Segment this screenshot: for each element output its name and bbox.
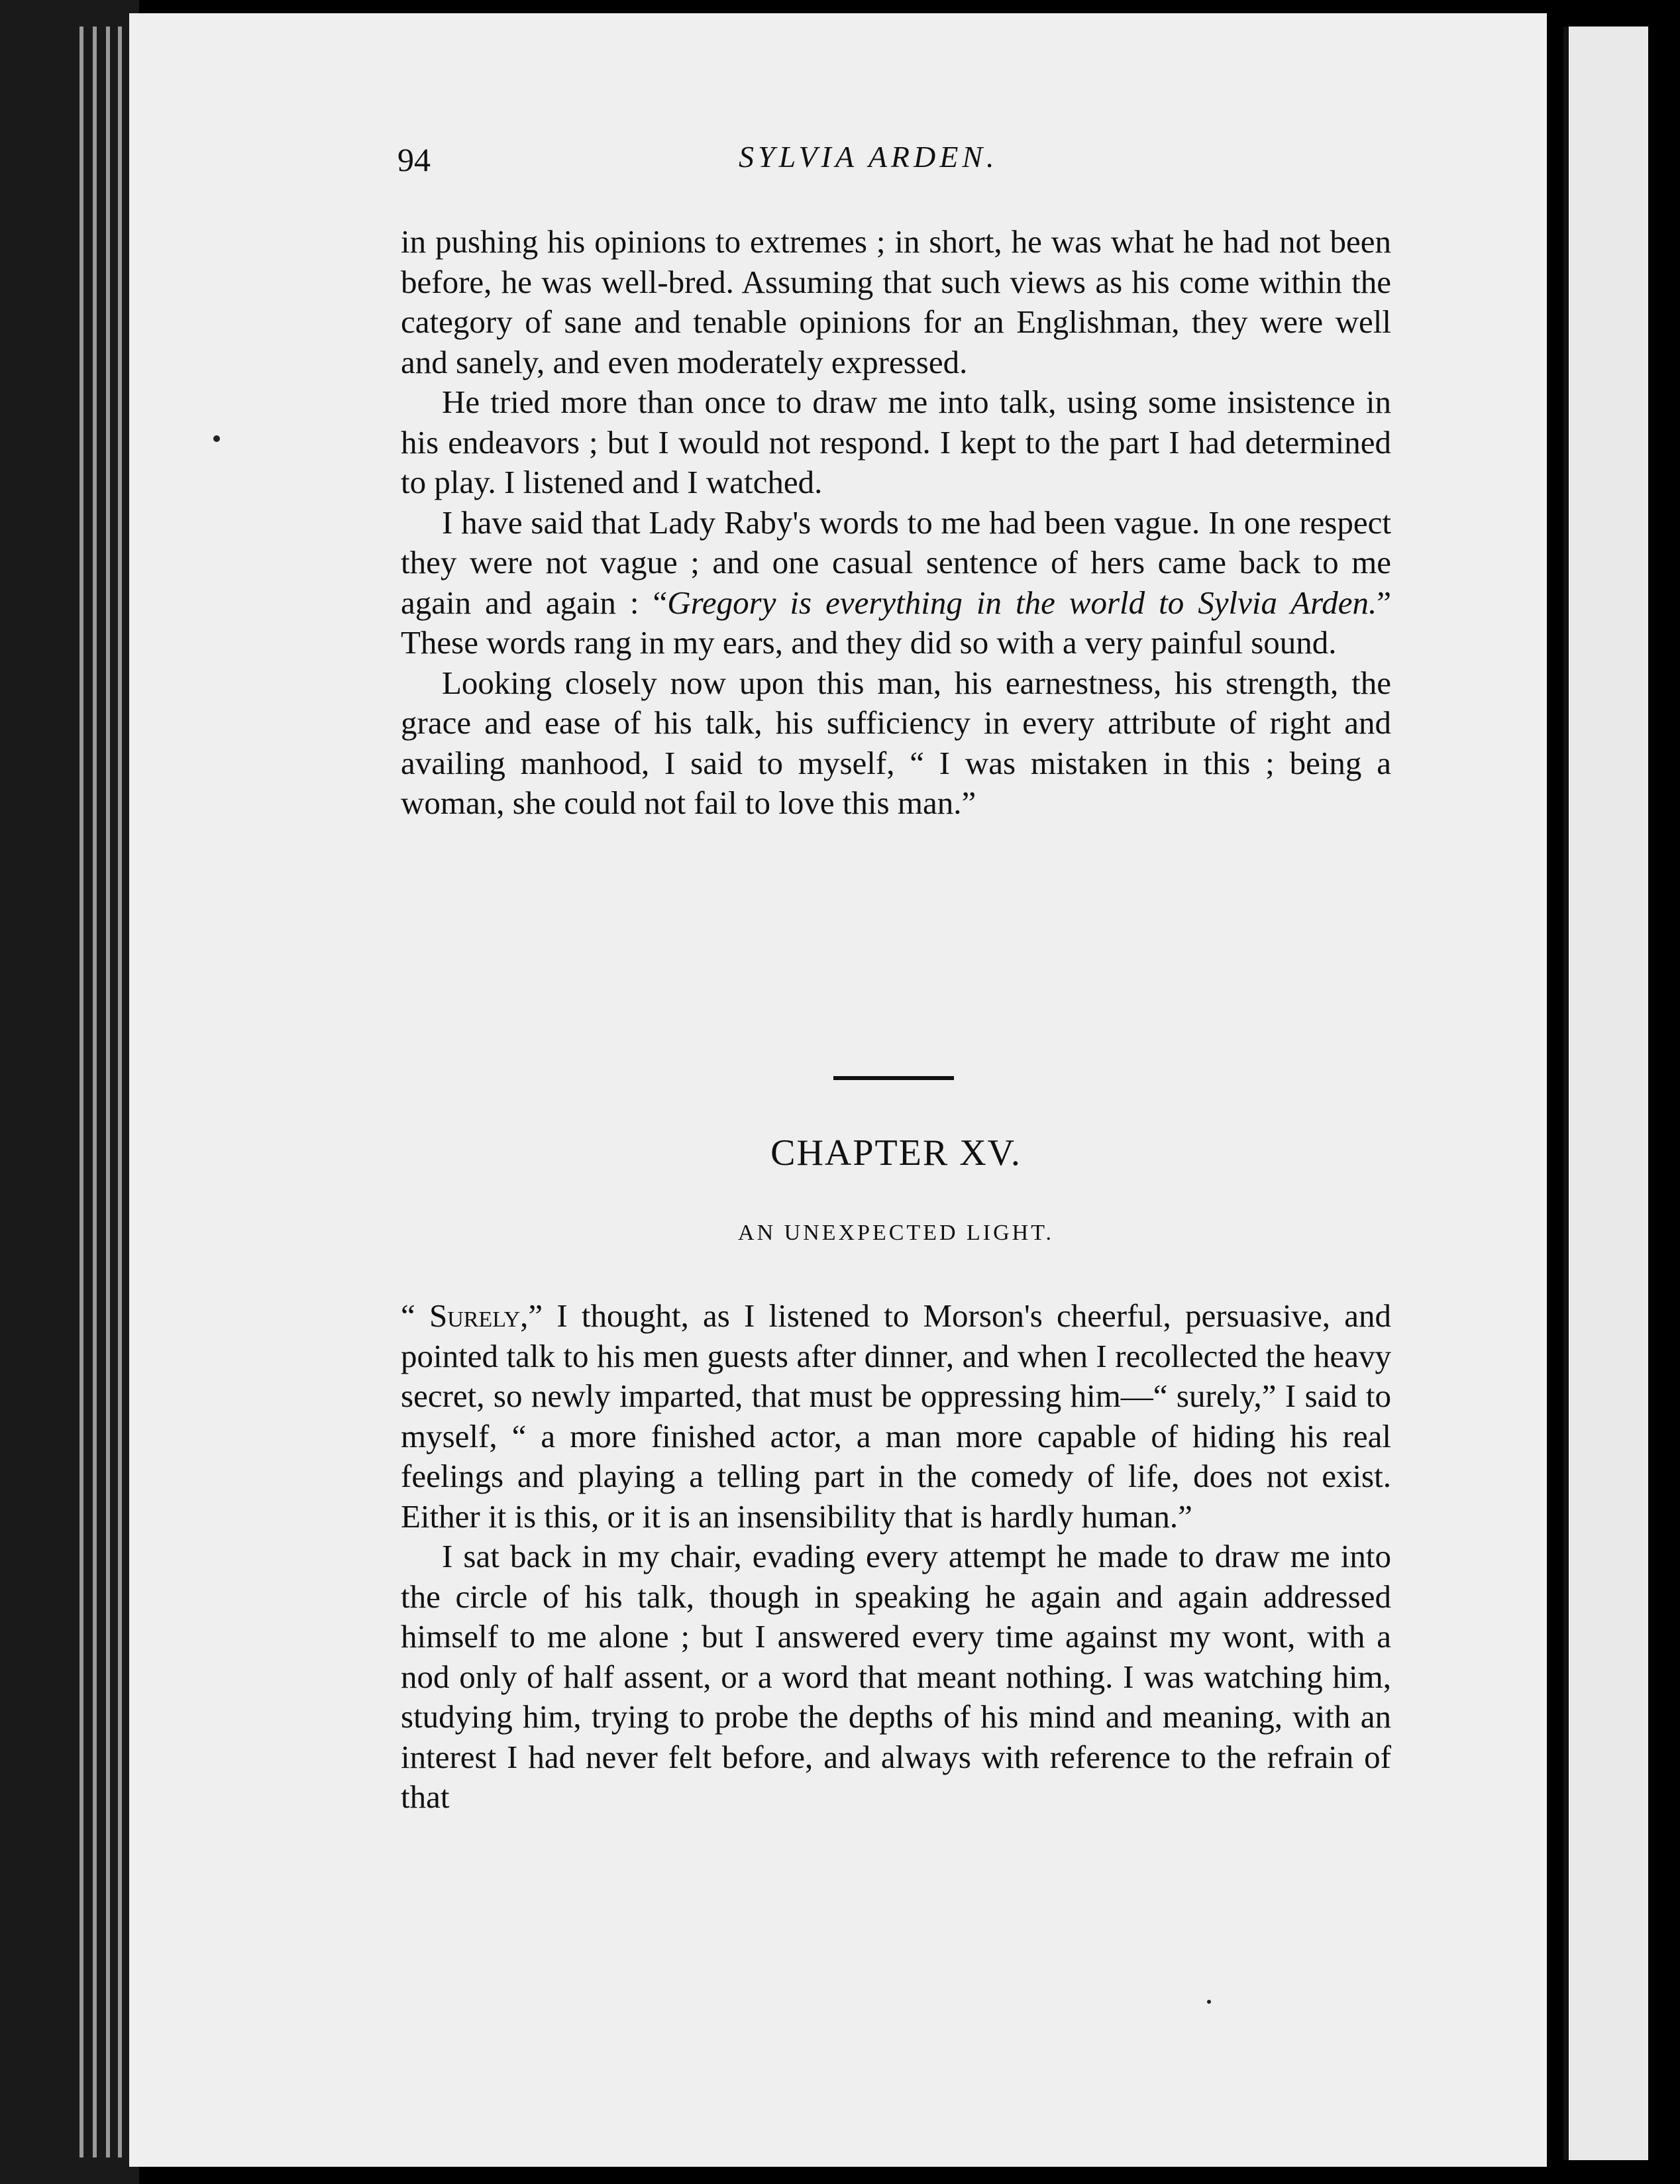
page-edge-line (118, 27, 122, 2157)
italic-quote: Gregory is everything in the world to Sylvia Arden. (667, 584, 1377, 621)
smallcaps-word: Surely, (429, 1297, 529, 1334)
paragraph (401, 1296, 1391, 1537)
paragraph-text: I have said that Lady Raby's words to me had been vague. In one respect they were not vague ; and one casual sentence of hers came back to me again and again : “ (401, 504, 1391, 621)
paragraph: I sat back in my chair, evading every attempt he made to draw me into the circle of his talk, though in speaking he again and again addressed himself to me alone ; but I answered every time against my wont, with a nod only of half assent, or a word that meant nothing. I was watching him, studying him, trying to probe the depths of his mind and meaning, with an interest I had never felt before, and always with reference to the refrain of that (401, 1538, 1391, 1815)
margin-mark (213, 435, 220, 442)
paragraph: Looking closely now upon this man, his earnestness, his strength, the grace and ease of his talk, his sufficiency in every attribute of right and availing manhood, I said to myself, “ I was mistaken in this ; being a woman, she could not fail to love this man.” (401, 664, 1391, 821)
paragraph: He tried more than once to draw me into talk, using some insistence in his endeavors ; but I would not respond. I kept to the part I had determined to play. I listened and I watched. (401, 384, 1391, 500)
facing-page-edge (1563, 27, 1648, 2160)
paragraph (401, 503, 1391, 663)
page-edge-line (93, 27, 97, 2157)
text-section-2 (401, 1296, 1391, 1818)
text-section-1 (401, 222, 1391, 824)
running-title: SYLVIA ARDEN. (739, 140, 998, 174)
paragraph-text: ” I thought, as I listened to Morson's cheerful, persuasive, and pointed talk to his men guests after dinner, and when I recollected the heavy secret, so newly imparted, that must be oppressing him—“ surely,” I said to myself, “ a more finished actor, a man more capable of hiding his real feelings and playing a telling part in the comedy of life, does not exist. Either it is this, or it is an insensibility that is hardly human.” (401, 1297, 1392, 1535)
section-rule (833, 1076, 954, 1080)
page-edge-line (106, 27, 110, 2157)
page-number: 94 (397, 141, 431, 178)
page-edge-line (79, 27, 83, 2157)
paragraph: in pushing his opinions to extremes ; in short, he was what he had not been before, he was well-bred. Assuming that such views as his come within the category of sane and tenable opinions for an Englishman, they were well and sanely, and even moderately expressed. (401, 223, 1391, 380)
chapter-subtitle: AN UNEXPECTED LIGHT. (738, 1221, 1054, 1245)
chapter-title: CHAPTER XV. (770, 1132, 1022, 1174)
paragraph-text: ” These words rang in my ears, and they did so with a very painful sound. (401, 584, 1391, 661)
paragraph-text: “ (401, 1297, 429, 1334)
book-edges (0, 0, 139, 2184)
margin-mark (1207, 2000, 1211, 2004)
